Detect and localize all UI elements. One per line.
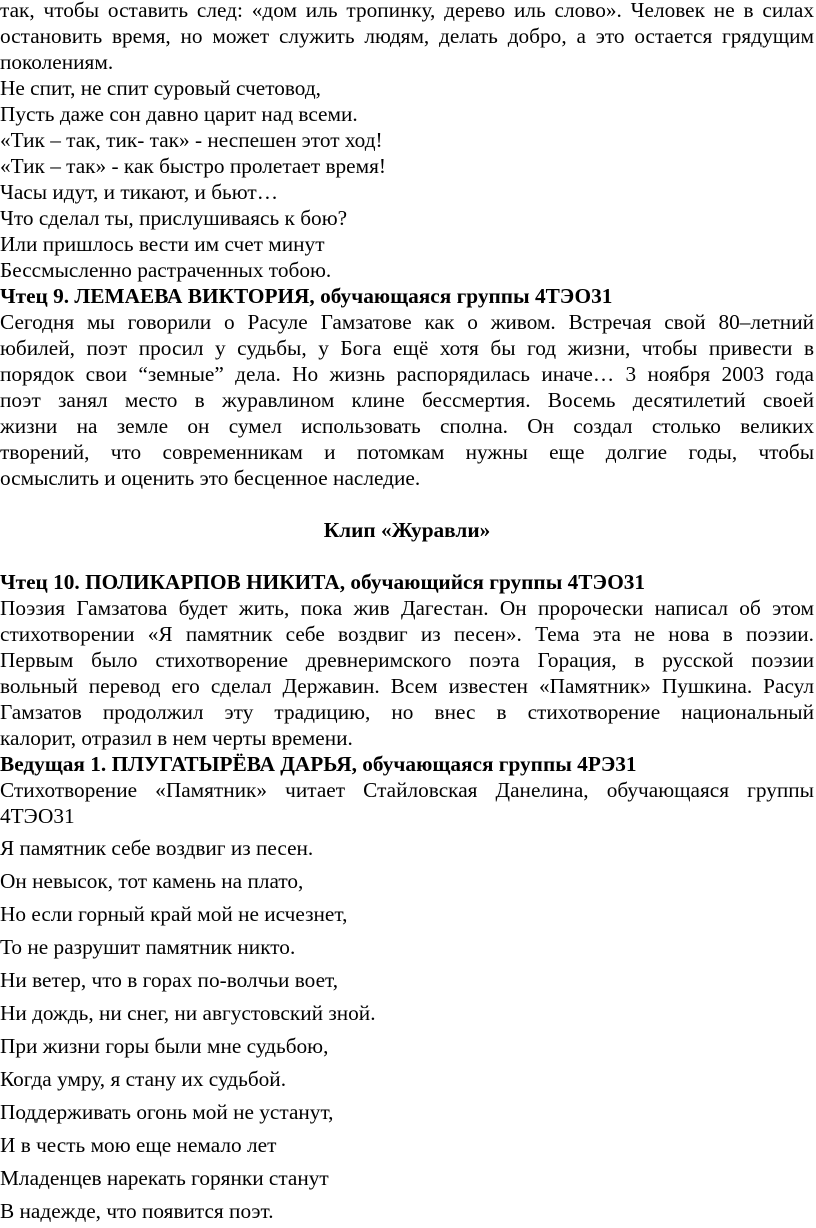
poem-line: Он невысок, тот камень на плато,: [0, 869, 304, 893]
reader10-line: Первым было стихотворение древнеримского поэта Горация, в русской поэзии: [0, 648, 814, 672]
reader10-line: стихотворении «Я памятник себе воздвиг из песен». Тема эта не нова в поэзии.: [0, 622, 814, 646]
reader10-line: Гамзатов продолжил эту традицию, но внес в стихотворение национальный: [0, 700, 814, 724]
intro-line-1: так, чтобы оставить след: «дом иль тропинку, дерево иль слово». Человек не в силах: [0, 0, 814, 22]
reader10-heading: Чтец 10. ПОЛИКАРПОВ НИКИТА, обучающийся группы 4ТЭО31: [0, 570, 646, 594]
reader9-line: осмыслить и оценить это бесценное наследие.: [0, 466, 421, 490]
reader9-line: юбилей, поэт просил у судьбы, у Бога ещё хотя бы год жизни, чтобы привести в: [0, 336, 814, 360]
poem-line: Я памятник себе воздвиг из песен.: [0, 836, 314, 860]
reader9-section: [0, 283, 814, 491]
intro-paragraph: [0, 0, 814, 75]
reader10-line: Поэзия Гамзатова будет жить, пока жив Дагестан. Он пророчески написал об этом: [0, 596, 814, 620]
host1-section: [0, 751, 814, 829]
poem-line: Часы идут, и тикают, и бьют…: [0, 180, 279, 204]
reader9-line: порядок свои “земные” дела. Но жизнь распорядилась иначе… 3 ноября 2003 года: [0, 362, 814, 386]
intro-line-2: остановить время, но может служить людям, делать добро, а это остается грядущим: [0, 24, 814, 48]
poem-line: Поддерживать огонь мой не устанут,: [0, 1100, 334, 1124]
poem-line: И в честь мою еще немало лет: [0, 1133, 277, 1157]
poem-line: Младенцев нарекать горянки станут: [0, 1166, 329, 1190]
poem-line: В надежде, что появится поэт.: [0, 1199, 274, 1223]
blank-line: [0, 543, 814, 569]
poem-line: Ни ветер, что в горах по-волчьи воет,: [0, 968, 339, 992]
poem-counter: [0, 75, 814, 283]
reader9-line: жизни на земле он сумел использовать сполна. Он создал столько великих: [0, 414, 814, 438]
host1-line: Стихотворение «Памятник» читает Стайловская Данелина, обучающаяся группы: [0, 778, 814, 802]
reader10-section: [0, 569, 814, 751]
poem-line: Что сделал ты, прислушиваясь к бою?: [0, 206, 348, 230]
poem-line: «Тик – так, тик- так» - неспешен этот ход!: [0, 128, 383, 152]
reader9-line: творений, что современникам и потомкам нужны еще долгие годы, чтобы: [0, 440, 814, 464]
poem-line: Пусть даже сон давно царит над всеми.: [0, 102, 358, 126]
poem-line: То не разрушит памятник никто.: [0, 935, 296, 959]
host1-heading: Ведущая 1. ПЛУГАТЫРЁВА ДАРЬЯ, обучающаяся группы 4РЭ31: [0, 752, 637, 776]
poem-line: «Тик – так» - как быстро пролетает время!: [0, 154, 386, 178]
poem-line: Бессмысленно растраченных тобою.: [0, 258, 332, 282]
reader9-line: Сегодня мы говорили о Расуле Гамзатове как о живом. Встречая свой 80–летний: [0, 310, 814, 334]
reader9-heading: Чтец 9. ЛЕМАЕВА ВИКТОРИЯ, обучающаяся группы 4ТЭО31: [0, 284, 613, 308]
poem-line: Когда умру, я стану их судьбой.: [0, 1067, 287, 1091]
reader10-line: калорит, отразил в нем черты времени.: [0, 726, 353, 750]
poem-line: Ни дождь, ни снег, ни августовский зной.: [0, 1001, 376, 1025]
poem-line: Не спит, не спит суровый счетовод,: [0, 76, 321, 100]
reader9-line: поэт занял место в журавлином клине бессмертия. Восемь десятилетий своей: [0, 388, 814, 412]
poem-line: При жизни горы были мне судьбою,: [0, 1034, 329, 1058]
poem-line: Или пришлось вести им счет минут: [0, 232, 325, 256]
clip-title: Клип «Журавли»: [323, 518, 491, 542]
poem-monument: [0, 832, 814, 1228]
poem-line: Но если горный край мой не исчезнет,: [0, 902, 348, 926]
host1-line: 4ТЭО31: [0, 804, 75, 828]
intro-line-3: поколениям.: [0, 50, 114, 74]
blank-line: [0, 491, 814, 517]
reader10-line: вольный перевод его сделал Державин. Всем известен «Памятник» Пушкина. Расул: [0, 674, 814, 698]
